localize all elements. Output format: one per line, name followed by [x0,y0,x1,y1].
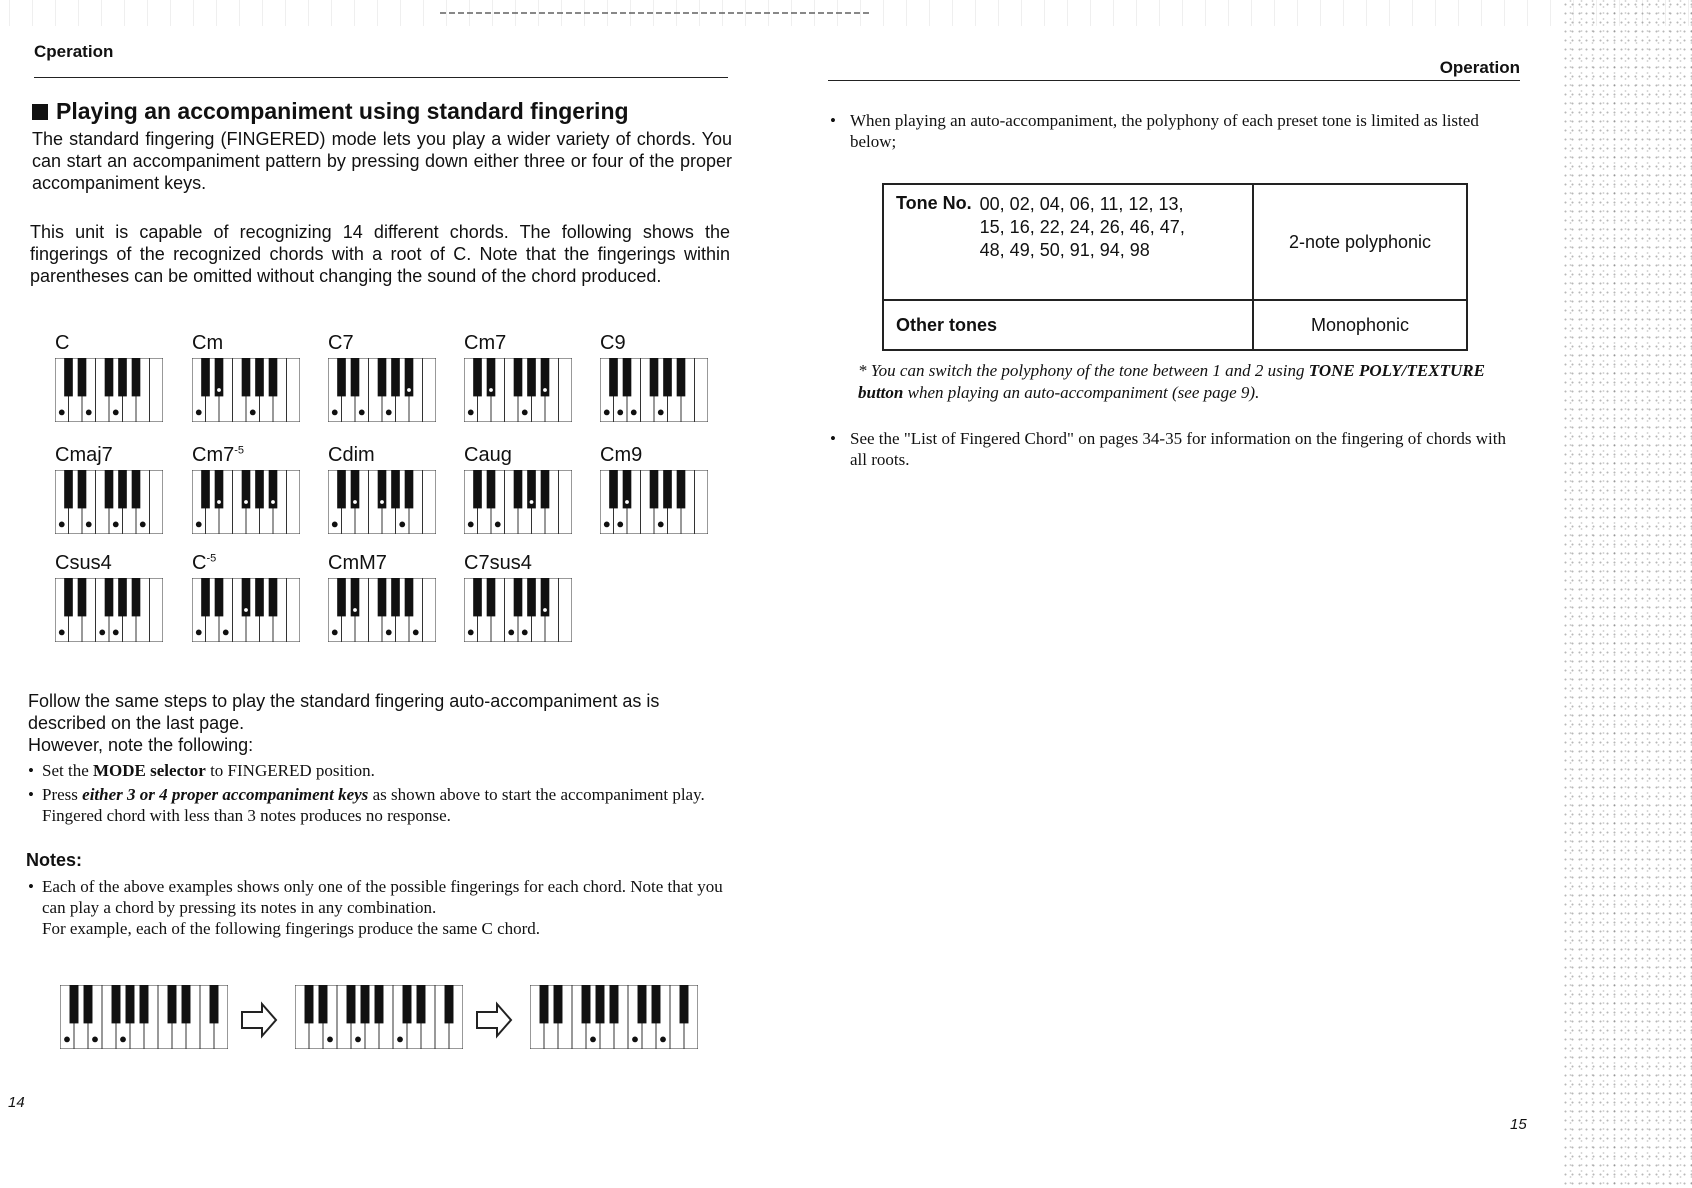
page-number-right: 15 [1510,1116,1527,1133]
outline-arrow-icon [475,1000,515,1040]
keyboard-icon [328,358,436,422]
chord-name: Cm [192,332,224,354]
chord-name: Cdim [328,444,375,466]
chord-name: CmM7 [328,552,387,574]
chord-diagram [55,552,185,657]
chord-diagram [464,552,594,657]
keyboard-icon [464,470,572,534]
list-item: • Each of the above examples shows only one of the possible fingerings for each chord. Note that you can play a chord by pressing its notes in any combination. For example, each of the following fingerings produce the same C chord. [28,876,728,939]
chord-name: C7 [328,332,354,354]
keyboard-icon [55,470,163,534]
however-text: However, note the following: [28,735,254,755]
table-row [883,300,1467,350]
notes-title: Notes: [26,850,83,870]
polyphony-bullet [830,110,1520,152]
table-row [883,184,1467,300]
keyboard-icon [464,578,572,642]
keyboard-icon [55,578,163,642]
square-bullet-icon [32,104,48,120]
right-header-rule [828,80,1520,81]
polyphony-value-cell: 2-note polyphonic [1253,184,1467,300]
scan-speckle [1562,0,1692,1188]
fingered-chord-bullet [830,428,1520,470]
chord-diagram [192,444,322,549]
chord-name: $C^{-5}$ [192,552,217,574]
tone-number-list: 00, 02, 04, 06, 11, 12, 13, 15, 16, 22, 24, 26, 46, 47, 48, 49, 50, 91, 94, 98 [979,194,1185,260]
left-page-header: Cperation [34,42,114,61]
tone-number-cell [883,184,1253,300]
chord-name: Caug [464,444,512,466]
polyphony-note: * You can switch the polyphony of the tone between 1 and 2 using TONE POLY/TEXTURE button when playing an auto-accompaniment (see page 9). [858,361,1485,402]
chord-name: Cmaj7 [55,444,113,466]
chord-diagram [464,444,594,549]
keyboard-icon [192,358,300,422]
recognition-paragraph: This unit is capable of recognizing 14 different chords. The following shows the fingerings of the recognized chords with a root of C. Note that the fingerings within parentheses can be omitted without changing the sound of the chord produced. [30,222,730,286]
example-keyboard [295,985,463,1054]
example-keyboard [60,985,228,1054]
notes-list [28,876,728,942]
list-item: • When playing an auto-accompaniment, the polyphony of each preset tone is limited as listed below; [830,110,1520,152]
page-number-left: 14 [8,1094,25,1111]
outline-arrow-icon [240,1000,280,1040]
chord-diagram [600,444,730,549]
chord-diagram [328,444,458,549]
keyboard-icon [295,985,463,1049]
chord-name: $Cm7^{-5}$ [192,444,245,466]
keyboard-icon [328,578,436,642]
chord-name: Csus4 [55,552,112,574]
keyboard-icon [530,985,698,1049]
example-keyboard [530,985,698,1054]
keyboard-icon [328,470,436,534]
chord-name: C7sus4 [464,552,532,574]
tone-number-label: Tone No. [896,193,972,213]
chord-name: C9 [600,332,626,354]
polyphony-table [882,183,1468,351]
chord-diagram [55,332,185,437]
chord-diagram [600,332,730,437]
right-page-header: Operation [1439,58,1520,77]
chord-name: Cm9 [600,444,643,466]
keyboard-icon [600,358,708,422]
keyboard-icon [55,358,163,422]
keyboard-icon [192,470,300,534]
section-title [32,98,629,125]
chord-diagram [328,552,458,657]
section-title-text: Playing an accompaniment using standard fingering [56,98,629,124]
list-item: • See the "List of Fingered Chord" on pages 34-35 for information on the fingering of chords with all roots. [830,428,1520,470]
scan-noise-dash [440,12,870,14]
intro-paragraph: The standard fingering (FINGERED) mode lets you play a wider variety of chords. You can start an accompaniment pattern by pressing down either three or four of the proper accompaniment keys. [32,129,732,193]
other-tones-cell: Other tones [883,300,1253,350]
chord-diagram [55,444,185,549]
chord-name: Cm7 [464,332,507,354]
keyboard-icon [192,578,300,642]
arrow-right-icon [475,1000,515,1045]
monophonic-cell: Monophonic [1253,300,1467,350]
keyboard-icon [60,985,228,1049]
list-item: • Set the MODE selector to FINGERED position. [28,760,728,781]
keyboard-icon [600,470,708,534]
chord-diagram [464,332,594,437]
chord-diagram [328,332,458,437]
chord-diagram [192,332,322,437]
list-item: • Press either 3 or 4 proper accompaniment keys as shown above to start the accompaniment play. Fingered chord with less than 3 notes produces no response. [28,784,728,826]
arrow-right-icon [240,1000,280,1045]
left-header-rule [34,77,728,78]
follow-text: Follow the same steps to play the standard fingering auto-accompaniment as is described on the last page. [28,691,660,733]
keyboard-icon [464,358,572,422]
instruction-list [28,760,728,829]
chord-name: C [55,332,70,354]
follow-paragraph [28,690,728,756]
chord-diagram [192,552,322,657]
